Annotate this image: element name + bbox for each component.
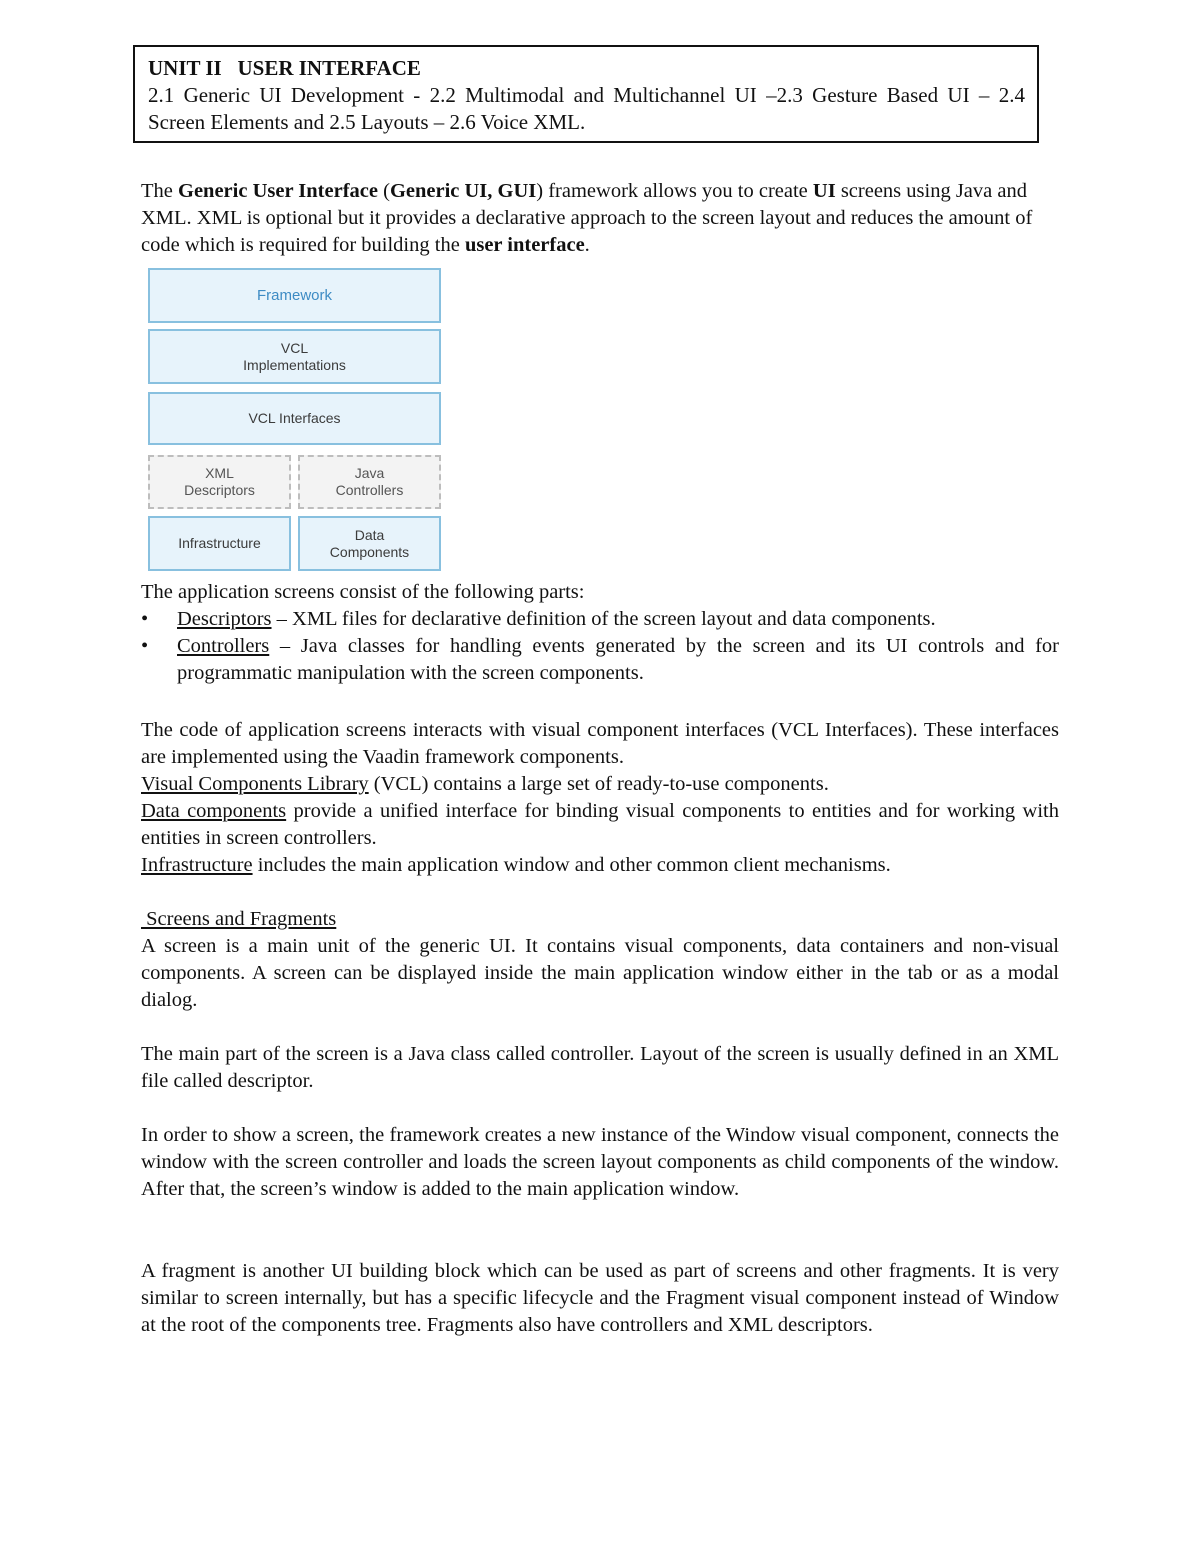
unit-title: UNIT II USER INTERFACE [148, 56, 421, 80]
data-components-term: Data components [141, 800, 287, 822]
intro-bold-term: user interface [464, 234, 585, 256]
screens-text: A screen is a main unit of the generic UI. It contains visual components, data containers and non-visual components. A screen can be displayed inside the main application window either in the tab or as a modal dialog. [141, 935, 1059, 1011]
intro-text: The [141, 180, 178, 202]
list-item [141, 606, 1059, 633]
bullet-marker: • [141, 608, 149, 630]
intro-paragraph [141, 178, 1059, 259]
diagram-label: VCL Interfaces [248, 410, 341, 426]
intro-bold-term: UI [812, 180, 836, 202]
intro-bold-term: Generic User Interface [178, 180, 378, 202]
infrastructure-definition [141, 852, 1059, 879]
diagram-box-xml-descriptors [148, 455, 291, 509]
diagram-label: XML Descriptors [184, 465, 255, 498]
diagram-box-vcl-implementations [148, 329, 441, 384]
window-paragraph: In order to show a screen, the framework creates a new instance of the Window visual component, connects the window with the screen controller and loads the screen layout components as child components of the window. After that, the screen’s window is added to the main application window. [141, 1124, 1059, 1200]
fragment-paragraph: A fragment is another UI building block which can be used as part of screens and other fragments. It is very similar to screen internally, but has a specific lifecycle and the Fragment visual component instead of Window at the root of the components tree. Fragments also have controllers and XML descriptors. [141, 1260, 1059, 1336]
diagram-label: VCL Implementations [243, 339, 346, 373]
data-components-definition [141, 798, 1059, 852]
intro-text: screens using Java and XML. XML is optional but it provides a declarative approach to the screen layout and reduces the amount of code which is required for building the [141, 180, 1033, 256]
gui-architecture-diagram [148, 268, 441, 572]
unit-header-box [133, 45, 1039, 143]
diagram-box-vcl-interfaces [148, 392, 441, 445]
infrastructure-term: Infrastructure [141, 854, 253, 876]
screens-section [141, 906, 1059, 1014]
list-term: Descriptors [177, 608, 272, 630]
vcl-text: (VCL) contains a large set of ready-to-use components. [368, 773, 829, 795]
intro-bold-term: Generic UI, GUI [389, 180, 537, 202]
intro-text: ) framework allows you to create [536, 180, 813, 202]
section-heading-text: Screens and Fragments [141, 908, 337, 930]
vcl-definition [141, 771, 1059, 798]
intro-text: ( [377, 180, 390, 202]
infrastructure-text: includes the main application window and other common client mechanisms. [252, 854, 891, 876]
diagram-label: Data Components [329, 526, 410, 560]
diagram-box-data-components [298, 516, 441, 571]
diagram-box-framework [148, 268, 441, 323]
intro-text: . [584, 234, 590, 256]
parts-list [141, 606, 1059, 687]
list-item [141, 633, 1059, 687]
unit-topics: 2.1 Generic UI Development - 2.2 Multimodal and Multichannel UI –2.3 Gesture Based UI – 2.4 Screen Elements and 2.5 Layouts – 2.6 Voice XML. [148, 83, 1025, 134]
diagram-label: Infrastructure [178, 535, 261, 551]
parts-heading: The application screens consist of the following parts: [141, 581, 585, 603]
diagram-label: Framework [256, 287, 332, 304]
controller-paragraph: The main part of the screen is a Java class called controller. Layout of the screen is usually defined in an XML file called descriptor. [141, 1043, 1059, 1092]
list-term: Controllers [177, 635, 270, 657]
list-text: – Java classes for handling events generated by the screen and its UI controls and for programmatic manipulation with the screen components. [177, 635, 1059, 684]
vcl-intro-text: The code of application screens interacts with visual component interfaces (VCL Interfaces). These interfaces are implemented using the Vaadin framework components. [141, 719, 1059, 768]
bullet-marker: • [141, 635, 149, 657]
data-components-text: provide a unified interface for binding visual components to entities and for working with entities in screen controllers. [141, 800, 1060, 849]
vcl-term: Visual Components Library [141, 773, 369, 795]
diagram-box-infrastructure [148, 516, 291, 571]
section-heading [141, 906, 1059, 933]
diagram-label: Java Controllers [335, 465, 404, 498]
vcl-section [141, 717, 1059, 879]
list-text: – XML files for declarative definition of the screen layout and data components. [271, 608, 936, 630]
diagram-box-java-controllers [298, 455, 441, 509]
